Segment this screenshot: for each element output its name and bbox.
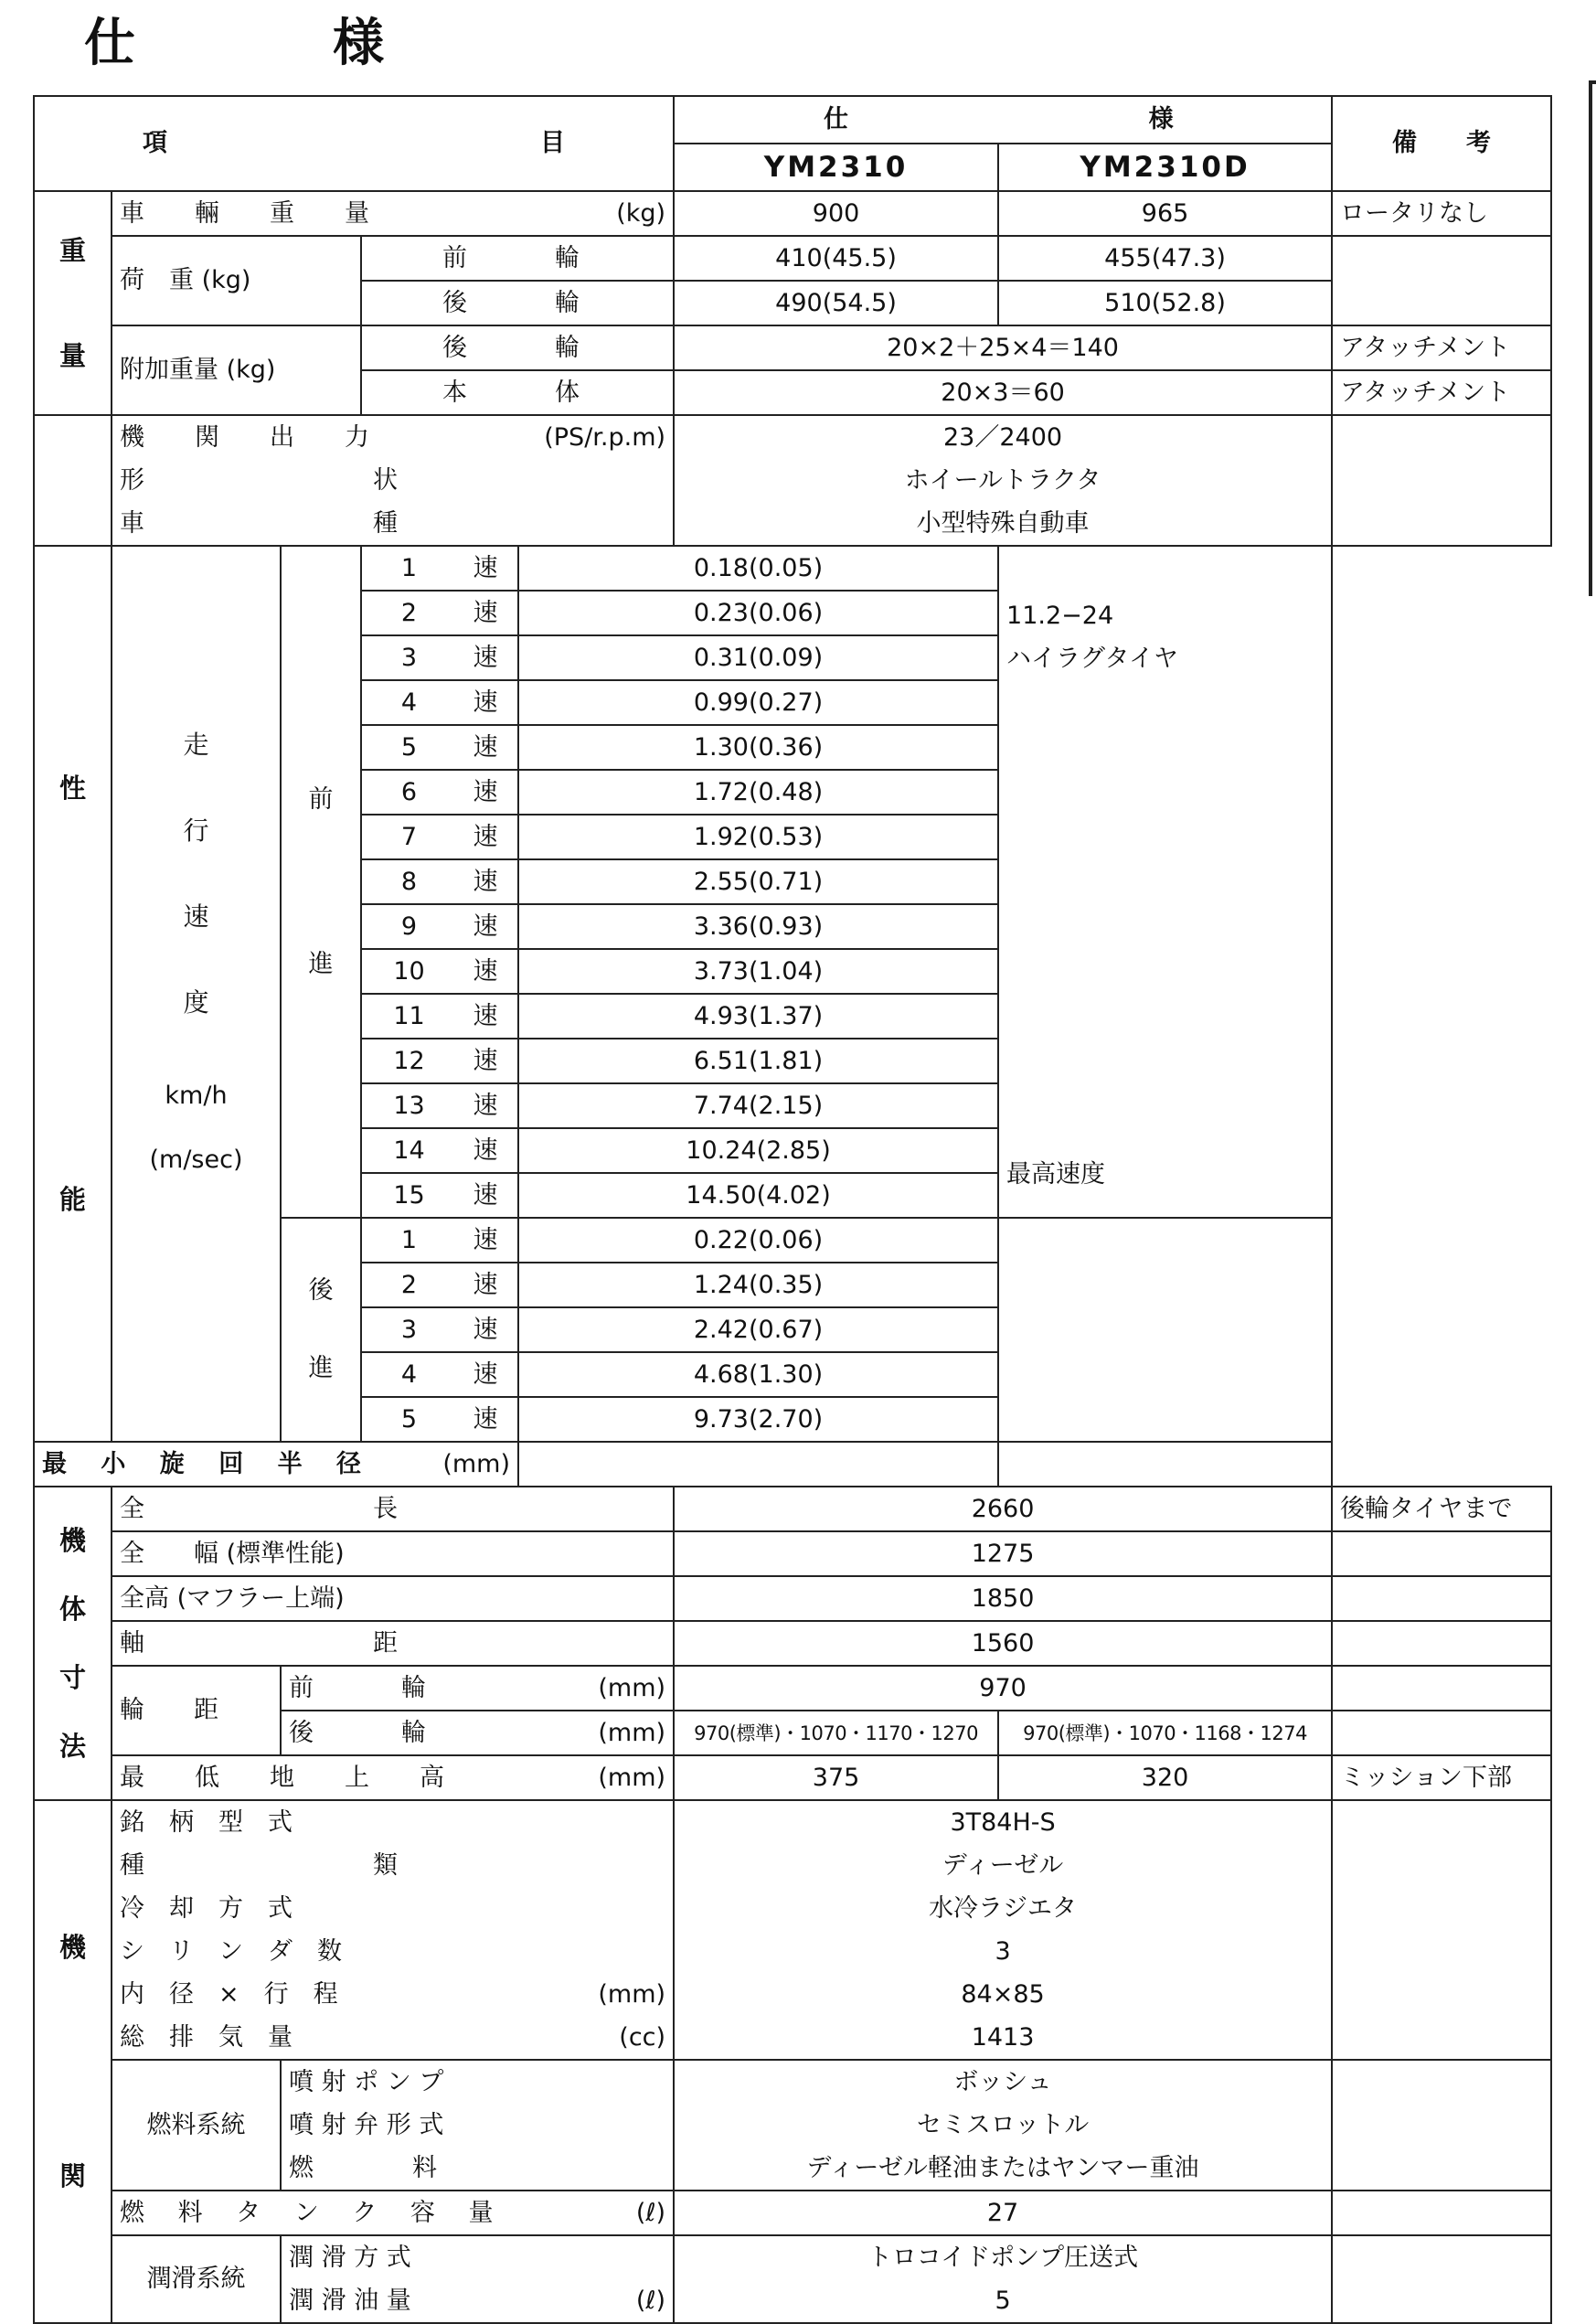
fuel-tank-note	[1332, 2191, 1551, 2235]
table-row	[34, 1973, 1551, 2016]
table-row	[34, 415, 1551, 459]
tread-rear-label: 後 輪 (mm)	[281, 1711, 674, 1755]
header-item-label2: 目	[540, 129, 566, 157]
dimensions-body	[34, 1442, 1551, 2323]
injection-nozzle-value: セミスロットル	[674, 2104, 1332, 2147]
added-rear-note: アタッチメント	[1332, 325, 1551, 370]
lubrication-label: 潤滑系統	[112, 2235, 281, 2323]
forward-speed-15: 14.50(4.02)	[518, 1173, 998, 1218]
forward-speed-5: 1.30(0.36)	[518, 725, 998, 770]
forward-gear-8: 8 速	[361, 859, 518, 904]
travel-unit-kmh: km/h	[165, 1082, 228, 1110]
table-row	[34, 2016, 1551, 2060]
engine-output-label: 機 関 出 力 (PS/r.p.m)	[112, 415, 674, 459]
reverse-gear-5: 5 速	[361, 1397, 518, 1442]
table-row	[34, 1621, 1551, 1666]
height-label: 全高 (マフラー上端)	[112, 1576, 674, 1621]
injection-pump-label: 噴 射 ポ ン プ	[281, 2060, 674, 2104]
lubrication-amount-value: 5	[674, 2279, 1332, 2323]
reverse-label: 後 進	[281, 1218, 361, 1442]
table-row	[34, 1487, 1551, 1531]
weight-section-top: 重	[59, 235, 86, 266]
displacement-label: 総 排 気 量 (cc)	[112, 2016, 674, 2060]
forward-speed-8: 2.55(0.71)	[518, 859, 998, 904]
wheelbase-note	[1332, 1621, 1551, 1666]
reverse-speed-4: 4.68(1.30)	[518, 1352, 998, 1397]
added-rear-label: 後 輪	[361, 325, 674, 370]
load-front-a: 410(45.5)	[674, 236, 998, 281]
injection-pump-value: ボッシュ	[674, 2060, 1332, 2104]
engine-model-value: 3T84H-S	[674, 1800, 1332, 1844]
load-rear-b: 510(52.8)	[998, 281, 1332, 325]
engine-kind-label: 種 類	[112, 1844, 674, 1887]
added-body-label: 本 体	[361, 370, 674, 415]
forward-bottom: 進	[308, 949, 334, 978]
tread-front-note	[1332, 1666, 1551, 1711]
forward-speed-14: 10.24(2.85)	[518, 1128, 998, 1173]
lubrication-method-label: 潤 滑 方 式	[281, 2235, 674, 2279]
cylinders-value: 3	[674, 1930, 1332, 1973]
forward-speed-9: 3.36(0.93)	[518, 904, 998, 949]
table-row	[34, 2235, 1551, 2279]
forward-gear-3: 3 速	[361, 635, 518, 680]
tread-rear-note	[1332, 1711, 1551, 1755]
injection-nozzle-label: 噴 射 弁 形 式	[281, 2104, 674, 2147]
forward-speed-13: 7.74(2.15)	[518, 1083, 998, 1128]
weight-section-bottom: 量	[59, 340, 86, 371]
tread-label: 輪 距	[112, 1666, 281, 1755]
tread-front-label: 前 輪 (mm)	[281, 1666, 674, 1711]
performance-section-bottom: 能	[59, 1184, 86, 1215]
table-row	[34, 1531, 1551, 1576]
weight-section-label	[34, 191, 112, 415]
forward-gear-10: 10 速	[361, 949, 518, 994]
lubrication-method-value: トロコイドポンプ圧送式	[674, 2235, 1332, 2279]
forward-speed-12: 6.51(1.81)	[518, 1039, 998, 1083]
spec-table-body	[34, 96, 1551, 546]
forward-gear-5: 5 速	[361, 725, 518, 770]
forward-speed-3: 0.31(0.09)	[518, 635, 998, 680]
form-value: ホイールトラクタ	[674, 459, 1332, 502]
engine-output-value: 23／2400	[674, 415, 1332, 459]
table-header-row	[34, 96, 1551, 144]
min-turning-radius-label: 最 小 旋 回 半 径 (mm)	[34, 1442, 518, 1487]
header-spec-cell	[674, 96, 1332, 144]
forward-gear-6: 6 速	[361, 770, 518, 815]
lubrication-note	[1332, 2235, 1551, 2323]
forward-speed-4: 0.99(0.27)	[518, 680, 998, 725]
table-row	[34, 1576, 1551, 1621]
travel-label-1: 走	[183, 730, 209, 760]
width-note	[1332, 1531, 1551, 1576]
forward-gear-15: 15 速	[361, 1173, 518, 1218]
fuel-label: 燃 料	[281, 2147, 674, 2191]
table-row	[34, 1930, 1551, 1973]
header-item-cell	[34, 96, 674, 191]
form-label: 形 状	[112, 459, 674, 502]
header-spec-label2: 様	[1148, 105, 1174, 133]
table-row	[34, 191, 1551, 236]
table-row	[34, 2060, 1551, 2104]
forward-gear-12: 12 速	[361, 1039, 518, 1083]
ground-clearance-label: 最 低 地 上 高 (mm)	[112, 1755, 674, 1800]
performance-section-label	[34, 546, 112, 1442]
cooling-label: 冷 却 方 式	[112, 1887, 674, 1930]
added-body-note: アタッチメント	[1332, 370, 1551, 415]
load-note	[1332, 236, 1551, 325]
fuel-system-label: 燃料系統	[112, 2060, 281, 2191]
displacement-value: 1413	[674, 2016, 1332, 2060]
forward-note: 11.2−24 ハイラグタイヤ 最高速度	[998, 546, 1332, 1218]
performance-body	[34, 546, 1551, 1442]
table-row	[34, 1800, 1551, 1844]
performance-section-top: 性	[59, 773, 86, 804]
min-turning-radius-note	[998, 1442, 1332, 1487]
engine-section-label: 機 関	[34, 1800, 112, 2323]
model-a-header: YM2310	[674, 144, 998, 191]
forward-gear-7: 7 速	[361, 815, 518, 859]
tread-rear-a: 970(標準)・1070・1170・1270	[674, 1711, 998, 1755]
forward-label	[281, 546, 361, 1218]
min-turning-radius-value	[518, 1442, 998, 1487]
height-note	[1332, 1576, 1551, 1621]
fuel-tank-label: 燃 料 タ ン ク 容 量 (ℓ)	[112, 2191, 674, 2235]
travel-unit-msec: (m/sec)	[149, 1146, 243, 1174]
forward-speed-11: 4.93(1.37)	[518, 994, 998, 1039]
fuel-value: ディーゼル軽油またはヤンマー重油	[674, 2147, 1332, 2191]
table-row	[34, 1755, 1551, 1800]
vehicle-weight-note: ロータリなし	[1332, 191, 1551, 236]
length-label: 全 長	[112, 1487, 674, 1531]
reverse-speed-2: 1.24(0.35)	[518, 1263, 998, 1307]
reverse-gear-3: 3 速	[361, 1307, 518, 1352]
table-row	[34, 1844, 1551, 1887]
forward-speed-10: 3.73(1.04)	[518, 949, 998, 994]
tread-rear-b: 970(標準)・1070・1168・1274	[998, 1711, 1332, 1755]
reverse-speed-5: 9.73(2.70)	[518, 1397, 998, 1442]
model-b-header: YM2310D	[998, 144, 1332, 191]
wheelbase-label: 軸 距	[112, 1621, 674, 1666]
ground-clearance-note: ミッション下部	[1332, 1755, 1551, 1800]
header-item-label: 項	[143, 129, 167, 157]
forward-gear-9: 9 速	[361, 904, 518, 949]
engine-kind-value: ディーゼル	[674, 1844, 1332, 1887]
forward-gear-1: 1 速	[361, 546, 518, 591]
table-row	[34, 2191, 1551, 2235]
added-weight-label: 附加重量 (kg)	[112, 325, 361, 415]
added-rear-value: 20×2＋25×4＝140	[674, 325, 1332, 370]
vehicle-weight-label: 車 輛 重 量 (kg)	[112, 191, 674, 236]
wheelbase-value: 1560	[674, 1621, 1332, 1666]
length-value: 2660	[674, 1487, 1332, 1531]
cylinders-label: シ リ ン ダ 数	[112, 1930, 674, 1973]
load-rear-label: 後 輪	[361, 281, 674, 325]
table-row	[34, 502, 1551, 546]
forward-speed-1: 0.18(0.05)	[518, 546, 998, 591]
bore-stroke-value: 84×85	[674, 1973, 1332, 2016]
ground-clearance-b: 320	[998, 1755, 1332, 1800]
forward-gear-11: 11 速	[361, 994, 518, 1039]
table-row	[34, 325, 1551, 370]
table-row	[34, 1666, 1551, 1711]
page-title: 仕 様	[84, 14, 457, 73]
width-label: 全 幅 (標準性能)	[112, 1531, 674, 1576]
travel-speed-label	[112, 546, 281, 1442]
travel-label-2: 行	[183, 816, 209, 846]
travel-label-3: 速	[183, 901, 209, 932]
reverse-speed-3: 2.42(0.67)	[518, 1307, 998, 1352]
vehicle-weight-b: 965	[998, 191, 1332, 236]
forward-gear-2: 2 速	[361, 591, 518, 635]
general-section-blank	[34, 415, 112, 546]
header-remarks: 備 考	[1332, 96, 1551, 191]
margin-bracket	[1589, 80, 1596, 596]
fuel-tank-value: 27	[674, 2191, 1332, 2235]
height-value: 1850	[674, 1576, 1332, 1621]
table-row	[34, 1442, 1551, 1487]
forward-speed-6: 1.72(0.48)	[518, 770, 998, 815]
vehicle-type-label: 車 種	[112, 502, 674, 546]
tread-front-value: 970	[674, 1666, 1332, 1711]
engine-model-label: 銘 柄 型 式	[112, 1800, 674, 1844]
lubrication-amount-label: 潤 滑 油 量 (ℓ)	[281, 2279, 674, 2323]
cooling-value: 水冷ラジエタ	[674, 1887, 1332, 1930]
vehicle-type-value: 小型特殊自動車	[674, 502, 1332, 546]
forward-top: 前	[308, 784, 334, 814]
vehicle-weight-a: 900	[674, 191, 998, 236]
general-note	[1332, 415, 1551, 546]
forward-speed-2: 0.23(0.06)	[518, 591, 998, 635]
table-row	[34, 236, 1551, 281]
reverse-note	[998, 1218, 1332, 1442]
load-front-b: 455(47.3)	[998, 236, 1332, 281]
spec-table	[33, 95, 1552, 2324]
table-row	[34, 546, 1551, 591]
header-spec-label: 仕	[824, 105, 849, 133]
ground-clearance-a: 375	[674, 1755, 998, 1800]
travel-label-4: 度	[183, 987, 209, 1018]
table-row	[34, 1887, 1551, 1930]
forward-speed-7: 1.92(0.53)	[518, 815, 998, 859]
load-front-label: 前 輪	[361, 236, 674, 281]
load-rear-a: 490(54.5)	[674, 281, 998, 325]
added-body-value: 20×3＝60	[674, 370, 1332, 415]
reverse-speed-1: 0.22(0.06)	[518, 1218, 998, 1263]
load-label: 荷 重 (kg)	[112, 236, 361, 325]
forward-gear-4: 4 速	[361, 680, 518, 725]
reverse-gear-4: 4 速	[361, 1352, 518, 1397]
reverse-gear-2: 2 速	[361, 1263, 518, 1307]
width-value: 1275	[674, 1531, 1332, 1576]
bore-stroke-label: 内 径 × 行 程 (mm)	[112, 1973, 674, 2016]
forward-gear-14: 14 速	[361, 1128, 518, 1173]
table-row	[34, 459, 1551, 502]
length-note: 後輪タイヤまで	[1332, 1487, 1551, 1531]
forward-gear-13: 13 速	[361, 1083, 518, 1128]
reverse-gear-1: 1 速	[361, 1218, 518, 1263]
fuel-system-note	[1332, 2060, 1551, 2191]
engine-note	[1332, 1800, 1551, 2060]
dimensions-section-label: 機 体 寸 法	[34, 1487, 112, 1800]
